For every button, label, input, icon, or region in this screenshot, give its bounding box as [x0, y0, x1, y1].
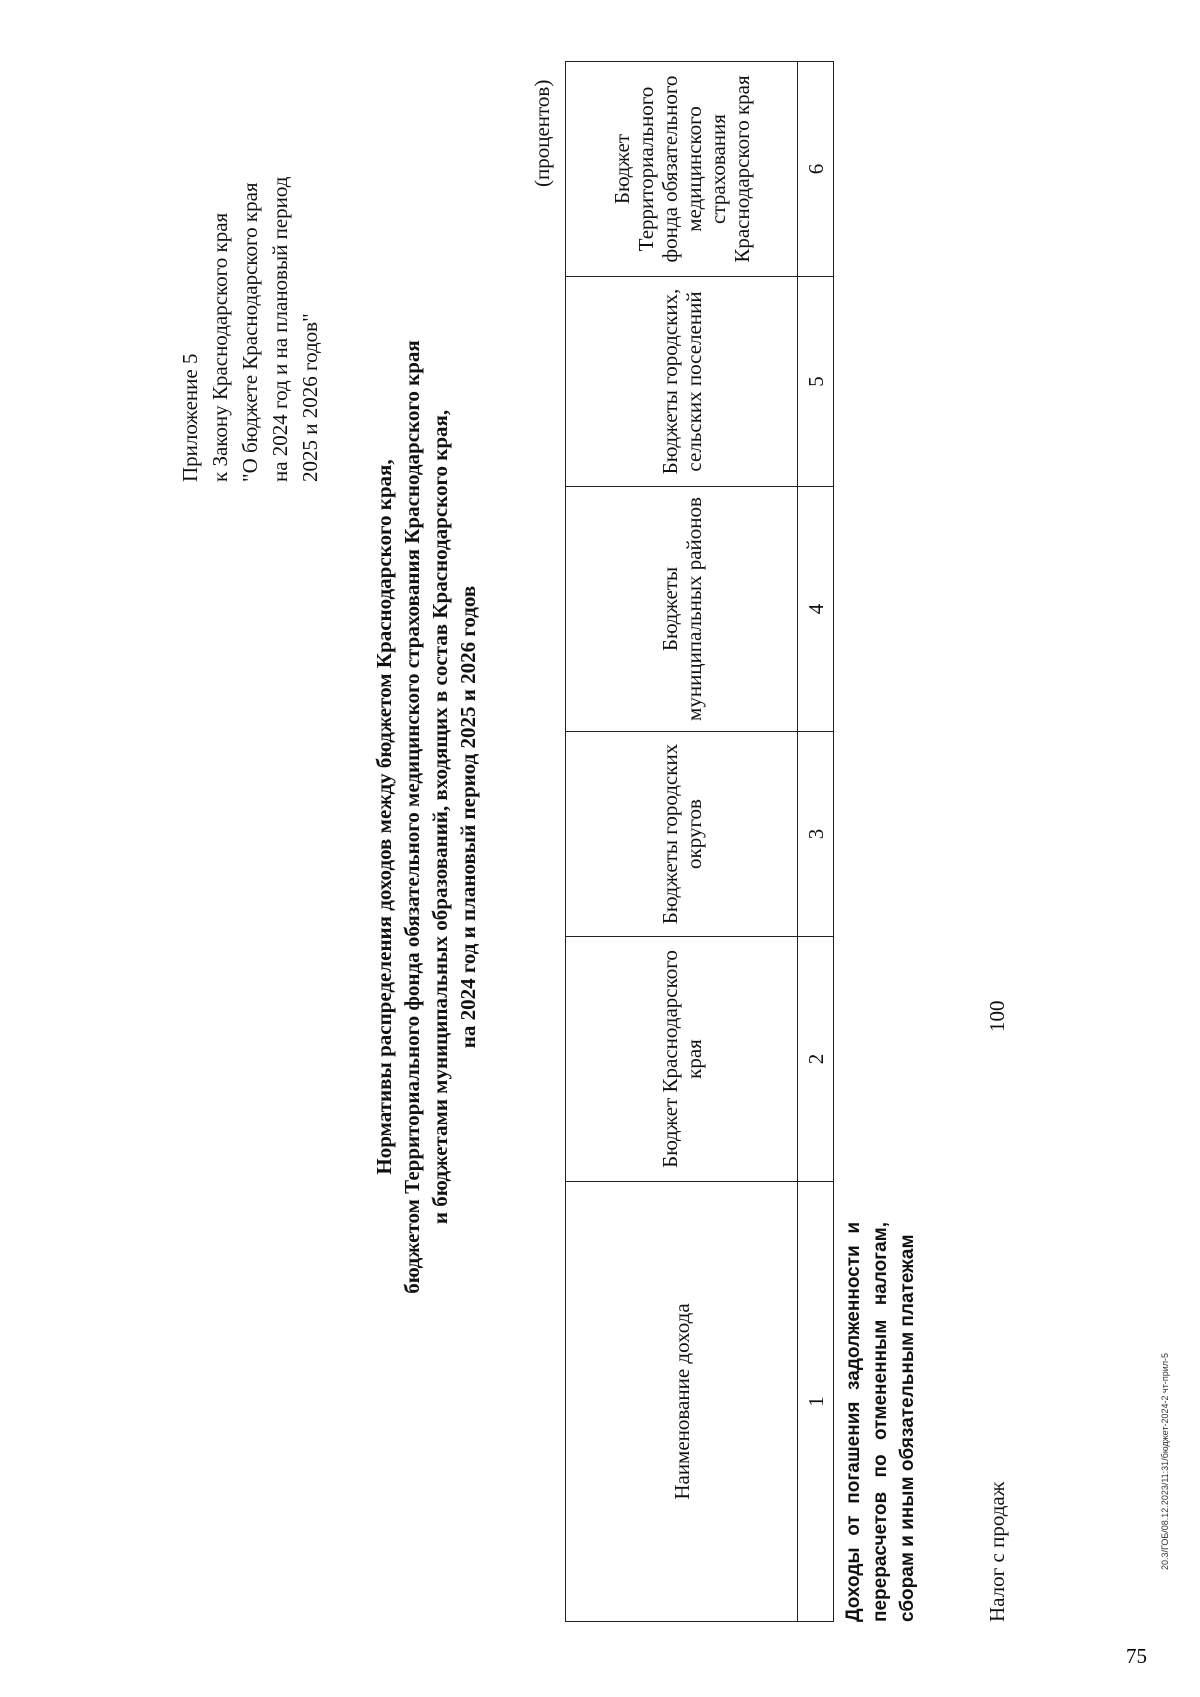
unit-label: (процентов) [530, 79, 554, 187]
file-reference: 20.3/ГОБ/08.12.2023/11:31/бюджет-2024-2 чт-прил-5 [1160, 1353, 1170, 1570]
col-number: 1 [798, 1182, 834, 1622]
appendix-line: Приложение 5 [178, 353, 202, 482]
title-line: бюджетом Территориального фонда обязательного медицинского страхования Краснодарского края [400, 340, 424, 1294]
col-number: 2 [798, 937, 834, 1182]
appendix-line: к Закону Краснодарского края [208, 212, 232, 482]
col-header-regional-budget: Бюджет Краснодарского края [566, 937, 798, 1182]
col-number: 3 [798, 732, 834, 937]
page-number: 75 [1126, 1644, 1147, 1668]
appendix-line: 2025 и 2026 годов" [298, 313, 322, 482]
table-header-row [566, 62, 798, 1622]
title-line: на 2024 год и плановый период 2025 и 2026 годов [456, 585, 480, 1049]
title-line: и бюджетами муниципальных образований, входящих в состав Краснодарского края, [428, 409, 452, 1225]
appendix-line: на 2024 год и на плановый период [268, 176, 292, 482]
col-number: 5 [798, 277, 834, 487]
col-header-city-districts: Бюджеты городских округов [566, 732, 798, 937]
document-title [370, 87, 482, 1547]
col-header-municipal-districts: Бюджеты муниципальных районов [566, 487, 798, 732]
title-line: Нормативы распределения доходов между бюджетом Краснодарского края, [372, 459, 396, 1175]
appendix-line: "О бюджете Краснодарского края [238, 182, 262, 482]
income-row-debt-repayment: Доходы от погашения задолженности и перерасчетов по отмененным налогам, сборам и иным обязательным платежам [843, 1222, 918, 1622]
income-row-sales-tax-value: 100 [985, 1000, 1009, 1032]
col-header-income-name: Наименование дохода [566, 1182, 798, 1622]
col-number: 6 [798, 62, 834, 277]
distribution-table [565, 61, 834, 1622]
table-number-row [798, 62, 834, 1622]
col-number: 4 [798, 487, 834, 732]
col-header-settlements: Бюджеты городских, сельских поселений [566, 277, 798, 487]
appendix-reference [175, 177, 325, 482]
col-header-insurance-fund: Бюджет Территориального фонда обязательного медицинского страхования Краснодарского края [566, 62, 798, 277]
income-row-sales-tax-name: Налог с продаж [985, 1481, 1009, 1622]
